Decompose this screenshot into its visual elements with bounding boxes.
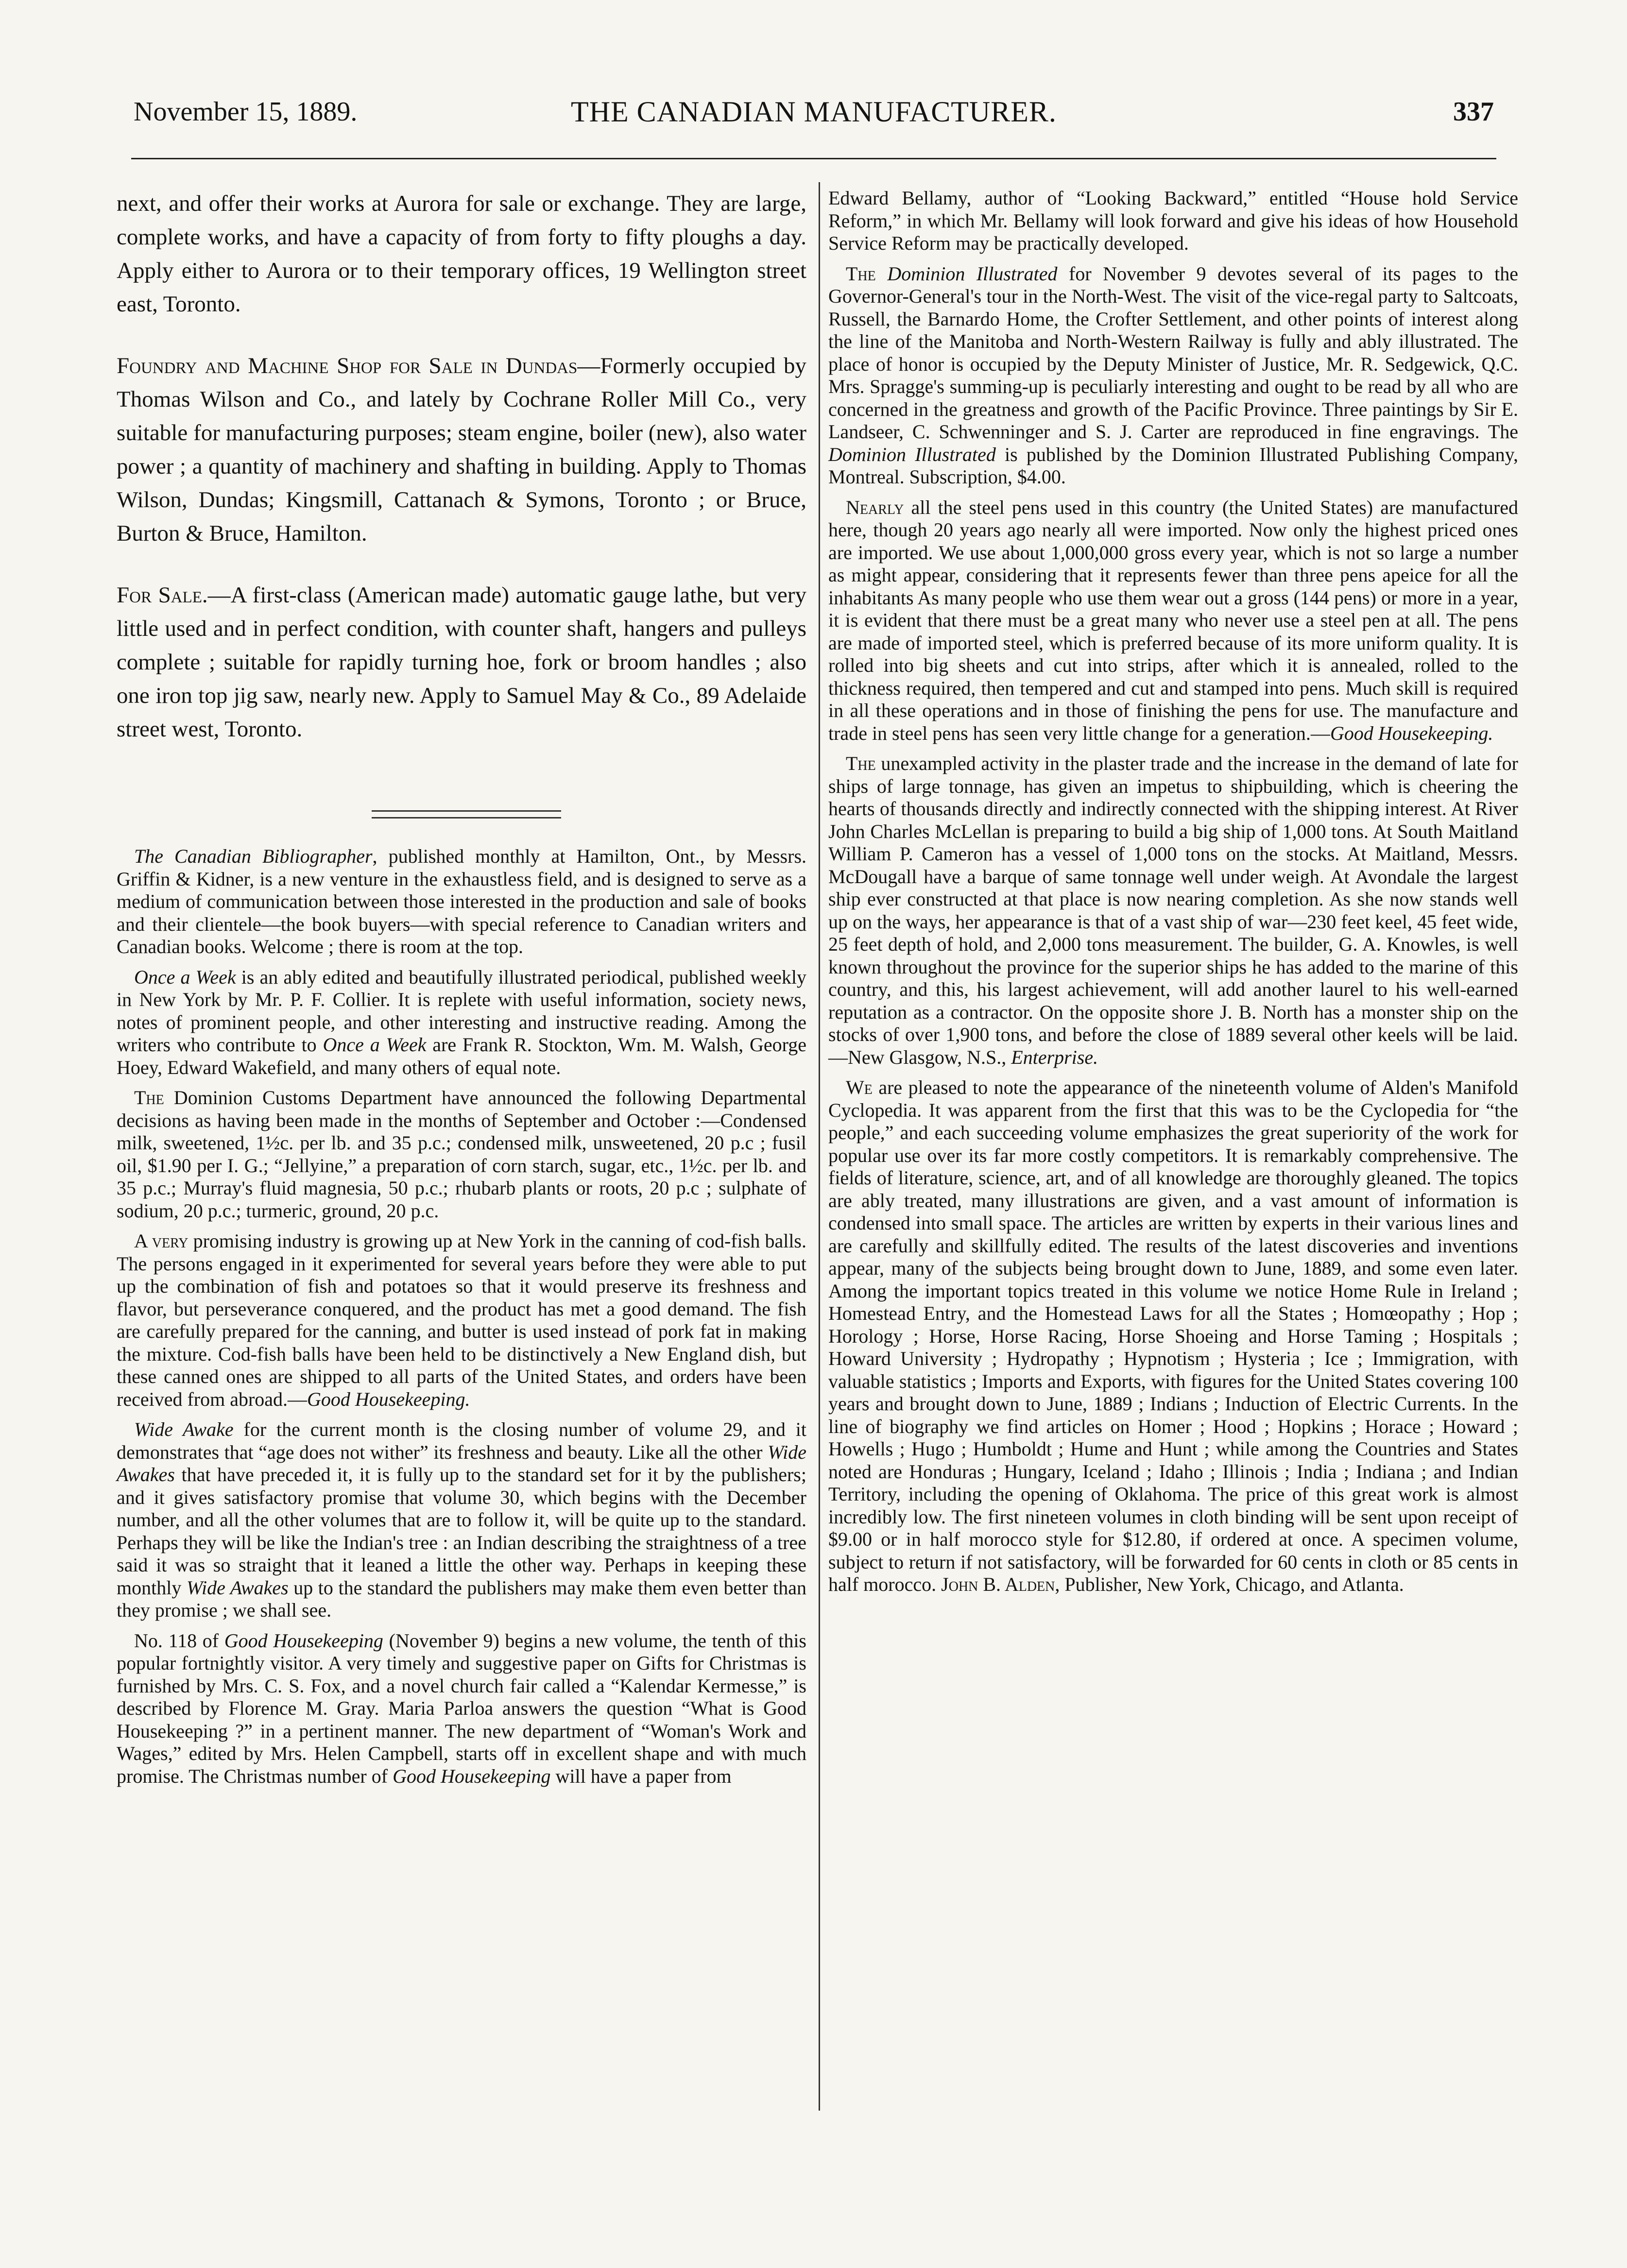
issue-date: November 15, 1889.: [134, 97, 358, 127]
article-good-housekeeping: No. 118 of Good Housekeeping (November 9) begins a new volume, the tenth of this popular fortnightly visitor. A very timely and suggestive paper on Gifts for Christmas is furnished by Mrs. C. S. Fox, and a novel church fair called a “Kalendar Kermesse,” is described by Florence M. Gray. Maria Parloa answers the question “What is Good Housekeeping ?” in a pertinent manner. The new department of “Woman's Work and Wages,” edited by Mrs. Helen Campbell, starts off in excellent shape and with much promise. The Christmas number of Good Housekeeping will have a paper from: [117, 1629, 806, 1787]
right-news-column: [828, 187, 1518, 1604]
article-alden-cyclopedia: We are pleased to note the appearance of the nineteenth volume of Alden's Manifold Cyclopedia. It was apparent from the first that this was to be the Cyclopedia for “the people,” and each succeeding volume emphasizes the great superiority of the work for popular use over its far more costly competitors. It is remarkably comprehensive. The fields of literature, science, art, and of all knowledge are thoroughly gleaned. The topics are ably treated, many illustrations are given, and a vast amount of information is condensed into small space. The articles are written by experts in their various lines and are carefully and skillfully edited. The results of the latest discoveries and inventions appear, many of the subjects being brought down to June, 1889, and some even later. Among the important topics treated in this volume we notice Home Rule in Ireland ; Homestead Entry, and the Homestead Laws for all the States ; Homœopathy ; Hop ; Horology ; Horse, Horse Racing, Horse Shoeing and Horse Taming ; Hospitals ; Howard University ; Hydropathy ; Hypnotism ; Hysteria ; Ice ; Immigration, with valuable statistics ; Imports and Exports, with figures for the United States covering 100 years and brought down to June, 1889 ; Indians ; Induction of Electric Currents. In the line of biography we find articles on Homer ; Hood ; Hopkins ; Horace ; Howard ; Howells ; Hugo ; Humboldt ; Hume and Hunt ; while among the Countries and States noted are Honduras ; Hungary, Iceland ; Idaho ; Illinois ; India ; Indiana ; and Indian Territory, including the opening of Oklahoma. The price of this great work is almost incredibly low. The first nineteen volumes in cloth binding will be sent upon receipt of $9.00 or in half morocco style for $12.80, if ordered at once. A specimen volume, subject to return if not satisfactory, will be forwarded for 60 cents in cloth or 85 cents in half morocco. John B. Alden, Publisher, New York, Chicago, and Atlanta.: [828, 1076, 1518, 1595]
article-codfish: A very promising industry is growing up at New York in the canning of cod-fish balls. The persons engaged in it experimented for several years before they were able to put up the combination of fish and potatoes so that it would preserve its freshness and flavor, but perseverance conquered, and the product has met a good demand. The fish are carefully prepared for the canning, and butter is used instead of pork fat in making the mixture. Cod-fish balls have been held to be distinctively a New England dish, but these canned ones are shipped to all parts of the United States, and orders have been received from abroad.—Good Housekeeping.: [117, 1230, 806, 1410]
header-rule: [131, 158, 1496, 159]
ad-foundry: Foundry and Machine Shop for Sale in Dundas—Formerly occupied by Thomas Wilson and Co., and lately by Cochrane Roller Mill Co., very suitable for manufacturing purposes; steam engine, boiler (new), also water power ; a quantity of machinery and shafting in building. Apply to Thomas Wilson, Dundas; Kingsmill, Cattanach & Symons, Toronto ; or Bruce, Burton & Bruce, Hamilton.: [117, 353, 806, 546]
article-steel-pens: Nearly all the steel pens used in this country (the United States) are manufactured here, though 20 years ago nearly all were imported. Now only the highest priced ones are imported. We use about 1,000,000 gross every year, which is not so large a number as might appear, considering that it represents fewer than three pens apeice for all the inhabitants As many people who use them wear out a gross (144 pens) or more in a year, it is evident that there must be a great many who never use a steel pen at all. The pens are made of imported steel, which is preferred because of its more uniform quality. It is rolled into big sheets and cut into strips, after which it is annealed, rolled to the thickness required, then tempered and cut and stamped into pens. Much skill is required in all these operations and in those of finishing the pens for use. The manufacture and trade in steel pens has seen very little change for a generation.—Good Housekeeping.: [828, 496, 1518, 744]
article-wide-awake: Wide Awake for the current month is the closing number of volume 29, and it demonstrates that “age does not wither” its freshness and beauty. Like all the other Wide Awakes that have preceded it, it is fully up to the standard set for it by the publishers; and it gives satisfactory promise that volume 30, which begins with the December number, and all the other volumes that are to follow it, will be quite up to the standard. Perhaps they will be like the Indian's tree : an Indian describing the straightness of a tree said it was so straight that it leaned a little the other way. Perhaps in keeping these monthly Wide Awakes up to the standard the publishers may make them even better than they promise ; we shall see.: [117, 1418, 807, 1621]
column-divider: [819, 182, 820, 2111]
section-separator: [372, 817, 561, 819]
page-header: [134, 95, 1494, 148]
ad-lathe: For Sale.—A first-class (American made) automatic gauge lathe, but very little used and in perfect condition, with counter shaft, hangers and pulleys complete ; suitable for rapidly turning hoe, fork or broom handles ; also one iron top jig saw, nearly new. Apply to Samuel May & Co., 89 Adelaide street west, Toronto.: [117, 582, 807, 742]
article-once-a-week: Once a Week is an ably edited and beautifully illustrated periodical, published weekly in New York by Mr. P. F. Collier. It is replete with useful information, society news, notes of prominent people, and other interesting and instructive reading. Among the writers who contribute to Once a Week are Frank R. Stockton, Wm. M. Walsh, George Hoey, Edward Wakefield, and many others of equal note.: [117, 966, 806, 1078]
article-bellamy: Edward Bellamy, author of “Looking Backward,” entitled “House hold Service Reform,” in which Mr. Bellamy will look forward and give his ideas of how Household Service Reform may be practically developed.: [828, 187, 1518, 254]
article-dominion-illustrated: The Dominion Illustrated for November 9 devotes several of its pages to the Governor-General's tour in the North-West. The visit of the vice-regal party to Saltcoats, Russell, the Barnardo Home, the Crofter Settlement, and other points of interest along the line of the Manitoba and North-Western Railway is fully and ably illustrated. The place of honor is occupied by the Deputy Minister of Justice, Mr. R. Sedgewick, Q.C. Mrs. Spragge's summing-up is peculiarly interesting and ought to be read by all who are concerned in the greatness and growth of the Pacific Province. Three paintings by Sir E. Landseer, C. Schwenninger and S. J. Carter are reproduced in fine engravings. The Dominion Illustrated is published by the Dominion Illustrated Publishing Company, Montreal. Subscription, $4.00.: [828, 262, 1518, 488]
page-number: 337: [1453, 97, 1494, 127]
advertisements: [117, 187, 806, 774]
article-customs: The Dominion Customs Department have announced the following Departmental decisions as having been made in the months of September and October :—Condensed milk, sweetened, 1½c. per lb. and 35 p.c.; condensed milk, unsweetened, 20 p.c ; fusil oil, $1.90 per I. G.; “Jellyine,” a preparation of corn starch, sugar, etc., 1½c. per lb. and 35 p.c.; Murray's fluid magnesia, 50 p.c.; rhubarb plants or roots, 20 p.c ; sulphate of sodium, 20 p.c.; turmeric, ground, 20 p.c.: [117, 1087, 806, 1222]
left-news-column: [117, 845, 806, 1795]
article-bibliographer: The Canadian Bibliographer, published monthly at Hamilton, Ont., by Messrs. Griffin & Kidner, is a new venture in the exhaustless field, and is designed to serve as a medium of communication between those interested in the production and sale of books and their clientele—the book buyers—with special reference to Canadian writers and Canadian books. Welcome ; there is room at the top.: [117, 845, 807, 957]
publication-title: THE CANADIAN MANUFACTURER.: [571, 96, 1057, 128]
section-separator: [372, 810, 561, 812]
ad-ploughs: next, and offer their works at Aurora for sale or exchange. They are large, complete works, and have a capacity of from forty to fifty ploughs a day. Apply either to Aurora or to their temporary offices, 19 Wellington street east, Toronto.: [117, 191, 806, 317]
article-shipbuilding: The unexampled activity in the plaster trade and the increase in the demand of late for ships of large tonnage, has given an impetus to shipbuilding, which is cheering the hearts of thousands directly and indirectly connected with the shipping interest. At River John Charles McLellan is preparing to build a big ship of 1,000 tons. At South Maitland William P. Cameron has a vessel of 1,000 tons on the stocks. At Maitland, Messrs. McDougall have a barque of same tonnage well under weigh. At Avondale the largest ship ever constructed at that place is now nearing completion. As she now stands well up on the ways, her appearance is that of a vast ship of war—230 feet keel, 45 feet wide, 25 feet depth of hold, and 2,000 tons measurement. The builder, G. A. Knowles, is well known throughout the province for the superior ships he has added to the marine of this country, and this, his largest achievement, will add another laurel to his well-earned reputation as a contractor. On the opposite shore J. B. North has a monster ship on the stocks of over 1,900 tons, and before the close of 1889 several other keels will be laid.—New Glasgow, N.S., Enterprise.: [828, 752, 1518, 1068]
